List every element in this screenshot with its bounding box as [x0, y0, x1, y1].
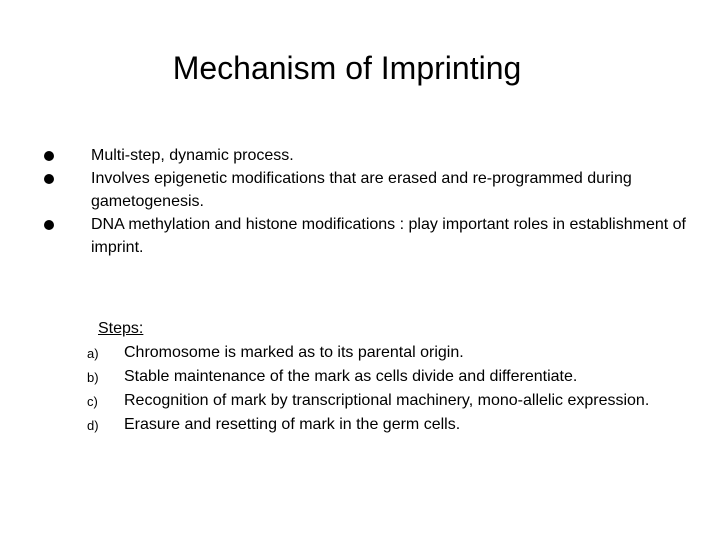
bullet-text: Involves epigenetic modifications that are erased and re-programmed during gametogenesis.: [91, 170, 632, 210]
bullet-list: [0, 144, 720, 259]
slide-title: Mechanism of Imprinting: [172, 50, 522, 86]
bullet-item: [0, 144, 720, 167]
bullet-dot-icon: [44, 151, 54, 161]
step-item: [0, 414, 720, 435]
step-item: [0, 390, 720, 411]
bullet-item: [0, 167, 720, 213]
step-marker: a): [87, 346, 99, 361]
bullet-dot-icon: [44, 174, 54, 184]
step-item: [0, 342, 720, 363]
step-marker: c): [87, 394, 98, 409]
steps-heading: Steps:: [98, 320, 144, 337]
step-marker: d): [87, 418, 99, 433]
steps-list: [0, 342, 720, 438]
step-marker: b): [87, 370, 99, 385]
bullet-text: Multi-step, dynamic process.: [91, 147, 294, 164]
bullet-text: DNA methylation and histone modifications : play important roles in establishment of imprint.: [91, 216, 686, 256]
step-text: Stable maintenance of the mark as cells divide and differentiate.: [124, 368, 578, 385]
step-text: Chromosome is marked as to its parental origin.: [124, 344, 464, 361]
step-text: Recognition of mark by transcriptional machinery, mono-allelic expression.: [124, 392, 650, 409]
bullet-item: [0, 213, 720, 259]
bullet-dot-icon: [44, 220, 54, 230]
step-text: Erasure and resetting of mark in the germ cells.: [124, 416, 461, 433]
step-item: [0, 366, 720, 387]
